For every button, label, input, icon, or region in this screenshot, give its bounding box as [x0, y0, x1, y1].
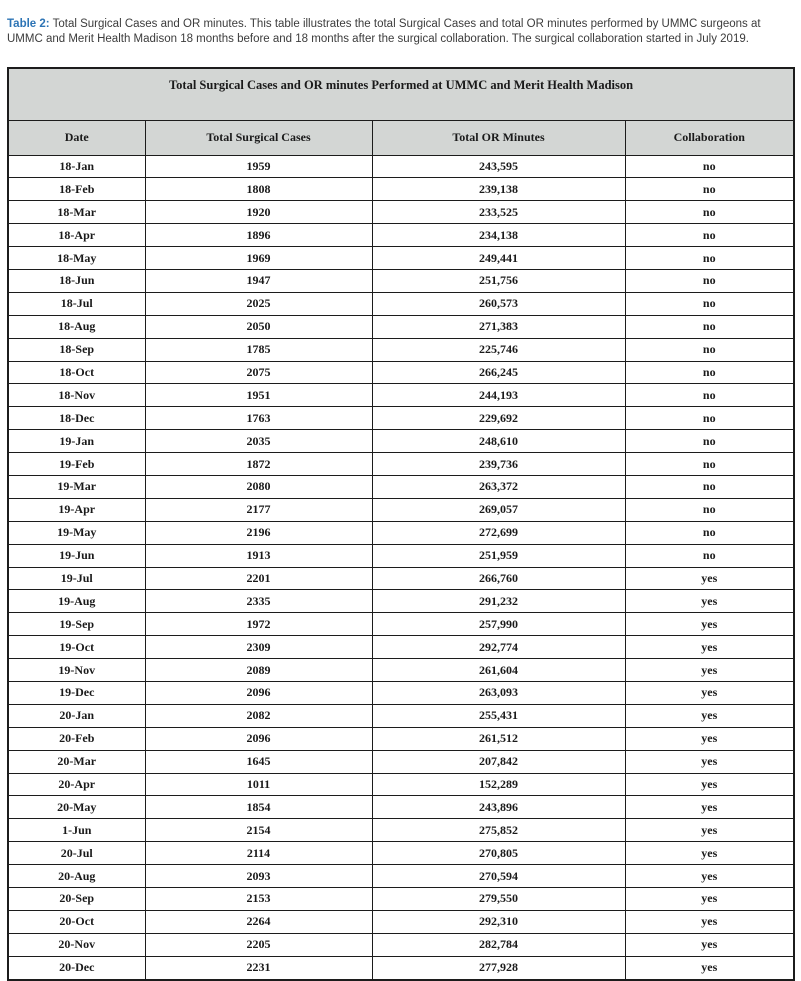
cell-collaboration: yes — [625, 796, 794, 819]
cell-total-or-minutes: 279,550 — [372, 888, 625, 911]
cell-collaboration: yes — [625, 819, 794, 842]
cell-date: 18-Jul — [8, 292, 145, 315]
cell-total-surgical-cases: 2093 — [145, 865, 372, 888]
cell-collaboration: yes — [625, 727, 794, 750]
cell-total-or-minutes: 291,232 — [372, 590, 625, 613]
cell-collaboration: yes — [625, 681, 794, 704]
table-row — [8, 315, 794, 338]
table-row — [8, 842, 794, 865]
table-caption — [0, 12, 801, 47]
cell-collaboration: no — [625, 521, 794, 544]
cell-date: 1-Jun — [8, 819, 145, 842]
cell-collaboration: no — [625, 178, 794, 201]
cell-collaboration: no — [625, 201, 794, 224]
table-row — [8, 453, 794, 476]
cell-date: 18-Sep — [8, 338, 145, 361]
table-row — [8, 338, 794, 361]
table-row — [8, 704, 794, 727]
cell-total-or-minutes: 272,699 — [372, 521, 625, 544]
cell-collaboration: yes — [625, 910, 794, 933]
cell-total-surgical-cases: 2114 — [145, 842, 372, 865]
cell-collaboration: no — [625, 292, 794, 315]
cell-total-surgical-cases: 1969 — [145, 247, 372, 270]
cell-date: 19-Mar — [8, 475, 145, 498]
table-row — [8, 247, 794, 270]
cell-collaboration: yes — [625, 613, 794, 636]
cell-total-surgical-cases: 1920 — [145, 201, 372, 224]
cell-collaboration: yes — [625, 567, 794, 590]
cell-collaboration: no — [625, 498, 794, 521]
cell-collaboration: yes — [625, 659, 794, 682]
cell-total-surgical-cases: 1011 — [145, 773, 372, 796]
cell-collaboration: no — [625, 453, 794, 476]
table-caption-label: Table 2: — [7, 17, 50, 30]
cell-total-surgical-cases: 2082 — [145, 704, 372, 727]
table-title: Total Surgical Cases and OR minutes Performed at UMMC and Merit Health Madison — [8, 68, 794, 121]
cell-total-or-minutes: 270,594 — [372, 865, 625, 888]
table-caption-text: Total Surgical Cases and OR minutes. This table illustrates the total Surgical Cases and total OR minutes performed by UMMC surgeons at UMMC and Merit Health Madison 18 months before and 18 months after the surgical collaboration. The surgical collaboration started in July 2019. — [7, 17, 761, 45]
cell-total-or-minutes: 243,595 — [372, 155, 625, 178]
cell-collaboration: no — [625, 247, 794, 270]
table-row — [8, 498, 794, 521]
cell-total-or-minutes: 260,573 — [372, 292, 625, 315]
cell-total-surgical-cases: 2096 — [145, 727, 372, 750]
column-header-collaboration: Collaboration — [625, 120, 794, 155]
cell-collaboration: yes — [625, 636, 794, 659]
table-row — [8, 407, 794, 430]
cell-total-or-minutes: 292,310 — [372, 910, 625, 933]
cell-total-surgical-cases: 2096 — [145, 681, 372, 704]
cell-total-surgical-cases: 1872 — [145, 453, 372, 476]
table-row — [8, 544, 794, 567]
cell-collaboration: yes — [625, 842, 794, 865]
table-body — [8, 155, 794, 980]
table-row — [8, 888, 794, 911]
table-row — [8, 613, 794, 636]
cell-total-or-minutes: 229,692 — [372, 407, 625, 430]
cell-date: 20-Aug — [8, 865, 145, 888]
table-row — [8, 201, 794, 224]
cell-total-or-minutes: 244,193 — [372, 384, 625, 407]
cell-total-surgical-cases: 1645 — [145, 750, 372, 773]
cell-date: 18-Mar — [8, 201, 145, 224]
table-row — [8, 865, 794, 888]
cell-total-surgical-cases: 2309 — [145, 636, 372, 659]
cell-total-or-minutes: 266,245 — [372, 361, 625, 384]
cell-date: 18-Dec — [8, 407, 145, 430]
cell-collaboration: yes — [625, 750, 794, 773]
cell-total-surgical-cases: 2335 — [145, 590, 372, 613]
cell-total-or-minutes: 282,784 — [372, 933, 625, 956]
table-row — [8, 269, 794, 292]
cell-total-or-minutes: 225,746 — [372, 338, 625, 361]
cell-date: 19-Dec — [8, 681, 145, 704]
table-row — [8, 659, 794, 682]
column-header-row — [8, 120, 794, 155]
table-row — [8, 681, 794, 704]
table-row — [8, 224, 794, 247]
cell-date: 20-Jan — [8, 704, 145, 727]
cell-total-surgical-cases: 1785 — [145, 338, 372, 361]
cell-total-or-minutes: 248,610 — [372, 430, 625, 453]
table-row — [8, 361, 794, 384]
cell-date: 20-Nov — [8, 933, 145, 956]
cell-total-or-minutes: 239,736 — [372, 453, 625, 476]
cell-total-surgical-cases: 2154 — [145, 819, 372, 842]
cell-date: 20-Feb — [8, 727, 145, 750]
cell-total-surgical-cases: 2177 — [145, 498, 372, 521]
cell-date: 20-Jul — [8, 842, 145, 865]
cell-date: 19-Jun — [8, 544, 145, 567]
table-row — [8, 430, 794, 453]
table-row — [8, 727, 794, 750]
cell-total-surgical-cases: 2075 — [145, 361, 372, 384]
table-row — [8, 819, 794, 842]
cell-date: 18-May — [8, 247, 145, 270]
cell-collaboration: yes — [625, 704, 794, 727]
cell-total-surgical-cases: 1959 — [145, 155, 372, 178]
cell-total-or-minutes: 251,756 — [372, 269, 625, 292]
cell-date: 20-Sep — [8, 888, 145, 911]
cell-date: 19-Jul — [8, 567, 145, 590]
cell-date: 19-May — [8, 521, 145, 544]
cell-date: 20-Mar — [8, 750, 145, 773]
cell-collaboration: no — [625, 315, 794, 338]
cell-total-surgical-cases: 2153 — [145, 888, 372, 911]
cell-total-or-minutes: 239,138 — [372, 178, 625, 201]
cell-total-or-minutes: 152,289 — [372, 773, 625, 796]
cell-total-surgical-cases: 1763 — [145, 407, 372, 430]
cell-collaboration: yes — [625, 865, 794, 888]
table-row — [8, 933, 794, 956]
cell-collaboration: no — [625, 338, 794, 361]
cell-total-or-minutes: 255,431 — [372, 704, 625, 727]
cell-total-surgical-cases: 1913 — [145, 544, 372, 567]
table-row — [8, 292, 794, 315]
cell-total-or-minutes: 263,372 — [372, 475, 625, 498]
cell-total-surgical-cases: 2025 — [145, 292, 372, 315]
cell-total-surgical-cases: 2201 — [145, 567, 372, 590]
cell-collaboration: no — [625, 384, 794, 407]
cell-total-or-minutes: 292,774 — [372, 636, 625, 659]
table-row — [8, 636, 794, 659]
cell-total-surgical-cases: 1951 — [145, 384, 372, 407]
cell-date: 18-Nov — [8, 384, 145, 407]
table-row — [8, 178, 794, 201]
table-row — [8, 384, 794, 407]
cell-total-surgical-cases: 2050 — [145, 315, 372, 338]
cell-collaboration: yes — [625, 933, 794, 956]
cell-date: 18-Oct — [8, 361, 145, 384]
table-row — [8, 750, 794, 773]
cell-date: 19-Feb — [8, 453, 145, 476]
table-row — [8, 590, 794, 613]
cell-total-or-minutes: 243,896 — [372, 796, 625, 819]
cell-date: 20-Oct — [8, 910, 145, 933]
cell-collaboration: no — [625, 361, 794, 384]
cell-date: 19-Aug — [8, 590, 145, 613]
cell-total-surgical-cases: 2196 — [145, 521, 372, 544]
table-row — [8, 521, 794, 544]
cell-total-or-minutes: 207,842 — [372, 750, 625, 773]
cell-date: 18-Jun — [8, 269, 145, 292]
cell-total-or-minutes: 233,525 — [372, 201, 625, 224]
cell-total-or-minutes: 275,852 — [372, 819, 625, 842]
cell-total-or-minutes: 249,441 — [372, 247, 625, 270]
cell-date: 19-Nov — [8, 659, 145, 682]
cell-total-surgical-cases: 1854 — [145, 796, 372, 819]
table-head — [8, 68, 794, 156]
surgical-cases-table — [7, 67, 795, 981]
cell-date: 20-May — [8, 796, 145, 819]
cell-total-surgical-cases: 2264 — [145, 910, 372, 933]
cell-total-surgical-cases: 1808 — [145, 178, 372, 201]
cell-total-or-minutes: 261,604 — [372, 659, 625, 682]
cell-total-or-minutes: 270,805 — [372, 842, 625, 865]
cell-total-surgical-cases: 2205 — [145, 933, 372, 956]
cell-total-surgical-cases: 2080 — [145, 475, 372, 498]
cell-collaboration: yes — [625, 590, 794, 613]
cell-total-or-minutes: 266,760 — [372, 567, 625, 590]
cell-collaboration: no — [625, 544, 794, 567]
cell-collaboration: no — [625, 155, 794, 178]
cell-total-or-minutes: 251,959 — [372, 544, 625, 567]
cell-date: 18-Apr — [8, 224, 145, 247]
table-row — [8, 956, 794, 979]
column-header-total-or-minutes: Total OR Minutes — [372, 120, 625, 155]
cell-total-surgical-cases: 2231 — [145, 956, 372, 979]
cell-collaboration: no — [625, 224, 794, 247]
cell-date: 19-Sep — [8, 613, 145, 636]
cell-collaboration: no — [625, 475, 794, 498]
cell-collaboration: no — [625, 407, 794, 430]
page — [0, 12, 801, 978]
cell-collaboration: yes — [625, 956, 794, 979]
cell-total-surgical-cases: 1947 — [145, 269, 372, 292]
column-header-total-surgical-cases: Total Surgical Cases — [145, 120, 372, 155]
cell-total-or-minutes: 263,093 — [372, 681, 625, 704]
cell-collaboration: yes — [625, 773, 794, 796]
cell-total-or-minutes: 269,057 — [372, 498, 625, 521]
table-title-row — [8, 68, 794, 121]
table-row — [8, 567, 794, 590]
table-row — [8, 773, 794, 796]
column-header-date: Date — [8, 120, 145, 155]
table-row — [8, 796, 794, 819]
cell-total-or-minutes: 277,928 — [372, 956, 625, 979]
cell-total-surgical-cases: 2089 — [145, 659, 372, 682]
cell-collaboration: no — [625, 269, 794, 292]
cell-collaboration: no — [625, 430, 794, 453]
cell-date: 20-Dec — [8, 956, 145, 979]
cell-total-or-minutes: 261,512 — [372, 727, 625, 750]
table-row — [8, 910, 794, 933]
cell-date: 19-Jan — [8, 430, 145, 453]
cell-date: 19-Apr — [8, 498, 145, 521]
cell-total-or-minutes: 234,138 — [372, 224, 625, 247]
cell-total-or-minutes: 271,383 — [372, 315, 625, 338]
cell-date: 19-Oct — [8, 636, 145, 659]
cell-date: 18-Jan — [8, 155, 145, 178]
cell-date: 20-Apr — [8, 773, 145, 796]
cell-total-surgical-cases: 1896 — [145, 224, 372, 247]
cell-total-or-minutes: 257,990 — [372, 613, 625, 636]
cell-total-surgical-cases: 2035 — [145, 430, 372, 453]
cell-date: 18-Feb — [8, 178, 145, 201]
cell-collaboration: yes — [625, 888, 794, 911]
cell-total-surgical-cases: 1972 — [145, 613, 372, 636]
table-row — [8, 155, 794, 178]
cell-date: 18-Aug — [8, 315, 145, 338]
table-row — [8, 475, 794, 498]
